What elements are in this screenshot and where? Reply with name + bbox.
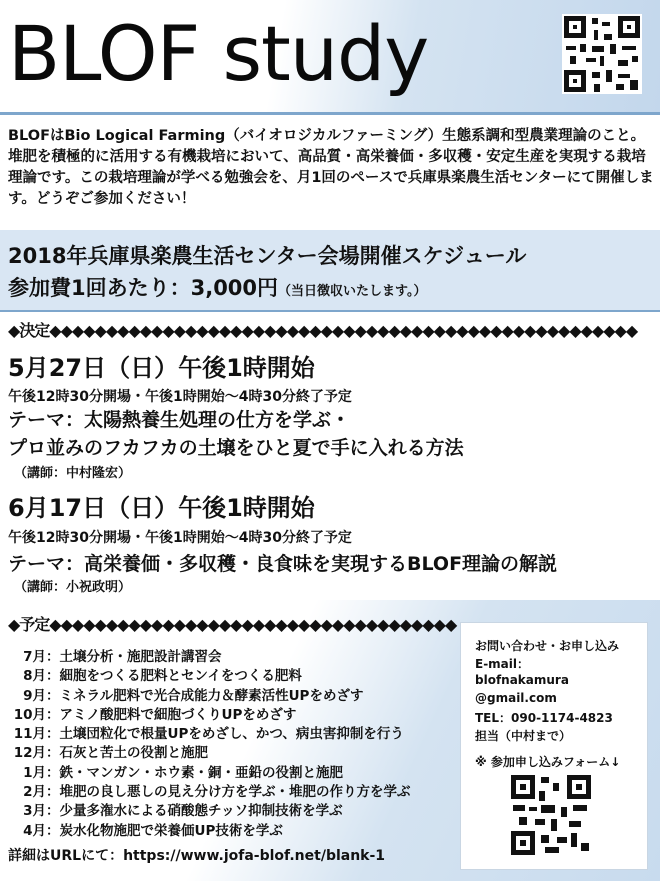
list-item: 3月：少量多潅水による硝酸態チッソ抑制技術を学ぶ xyxy=(23,803,343,820)
event-date: 5月27日（日）午後1時開始 xyxy=(8,354,315,382)
list-item: 10月：アミノ酸肥料で細胞づくりUPをめざす xyxy=(13,706,297,723)
event-time: 午後12時30分開場・午後1時開始〜4時30分終了予定 xyxy=(8,530,352,546)
fee-line xyxy=(8,272,427,302)
list-item: 2月：堆肥の良し悪しの見え分け方を学ぶ・堆肥の作り方を学ぶ xyxy=(23,784,411,801)
contact-box xyxy=(460,622,648,870)
list-item: 7月：土壌分析・施肥設計講習会 xyxy=(23,649,222,665)
fee-note: （当日徴収いたします。） xyxy=(278,284,427,299)
list-item: 12月：石灰と苦土の役割と施肥 xyxy=(13,745,208,762)
list-item: 8月：細胞をつくる肥料とセンイをつくる肥料 xyxy=(23,668,302,685)
qr-code-icon[interactable] xyxy=(562,14,642,94)
list-item: 1月：鉄・マンガン・ホウ素・銅・亜鉛の役割と施肥 xyxy=(23,764,343,781)
phone-number[interactable]: TEL：090-1174-4823 xyxy=(475,711,613,725)
event-time: 午後12時30分開場・午後1時開始〜4時30分終了予定 xyxy=(8,389,352,405)
email-address[interactable]: blofnakamura xyxy=(475,673,569,687)
event-theme: テーマ：高栄養価・多収穫・良食味を実現するBLOF理論の解説 xyxy=(8,553,558,575)
planned-list xyxy=(8,648,468,841)
fee-text: 参加費1回あたり：3,000円 xyxy=(8,276,279,300)
event-theme-line2: プロ並みのフカフカの土壌をひと夏で手に入れる方法 xyxy=(8,437,464,459)
event-date: 6月17日（日）午後1時開始 xyxy=(8,494,315,522)
contact-person: 担当（中村まで） xyxy=(475,729,572,743)
confirmed-label: ◆決定◆◆◆◆◆◆◆◆◆◆◆◆◆◆◆◆◆◆◆◆◆◆◆◆◆◆◆◆◆◆◆◆◆◆◆◆◆◆◆◆◆◆◆◆◆◆◆◆◆◆◆◆ xyxy=(8,321,638,340)
details-url[interactable]: 詳細はURLにて：https://www.jofa-blof.net/blank-1 xyxy=(8,848,386,864)
contact-title: お問い合わせ・お申し込み xyxy=(475,639,620,653)
qr-code-icon[interactable] xyxy=(509,773,593,857)
planned-label: ◆予定◆◆◆◆◆◆◆◆◆◆◆◆◆◆◆◆◆◆◆◆◆◆◆◆◆◆◆◆◆◆◆◆◆◆◆◆ xyxy=(8,615,457,634)
intro-text: BLOFはBio Logical Farming（バイオロジカルファーミング）生態系調和型農業理論のこと。堆肥を積極的に活用する有機栽培において、高品質・高栄養価・多収穫・安定生産を実現する栽培理論です。この栽培理論が学べる勉強会を、月1回のペースで兵庫県楽農生活センターにて開催します。どうぞご参加ください！ xyxy=(8,128,654,207)
schedule-heading: 2018年兵庫県楽農生活センター会場開催スケジュール xyxy=(8,244,527,268)
event-lecturer: （講師：中村隆宏） xyxy=(14,466,132,481)
page-title: BLOF study xyxy=(8,9,429,98)
divider xyxy=(0,310,660,312)
header xyxy=(0,0,660,112)
email-label: E-mail： xyxy=(475,657,530,671)
event-theme: テーマ：太陽熱養生処理の仕方を学ぶ・ xyxy=(8,409,351,431)
list-item: 9月：ミネラル肥料で光合成能力＆酵素活性UPをめざす xyxy=(23,687,364,704)
intro-section xyxy=(0,116,660,224)
list-item: 4月：炭水化物施肥で栄養価UP技術を学ぶ xyxy=(23,822,283,839)
list-item: 11月：土壌団粒化で根量UPをめざし、かつ、病虫害抑制を行う xyxy=(13,726,404,743)
divider xyxy=(0,112,660,115)
email-domain[interactable]: @gmail.com xyxy=(475,691,557,705)
form-note: ※ 参加申し込みフォーム↓ xyxy=(475,755,621,769)
event-lecturer: （講師：小祝政明） xyxy=(14,580,132,595)
schedule-band xyxy=(0,230,660,310)
